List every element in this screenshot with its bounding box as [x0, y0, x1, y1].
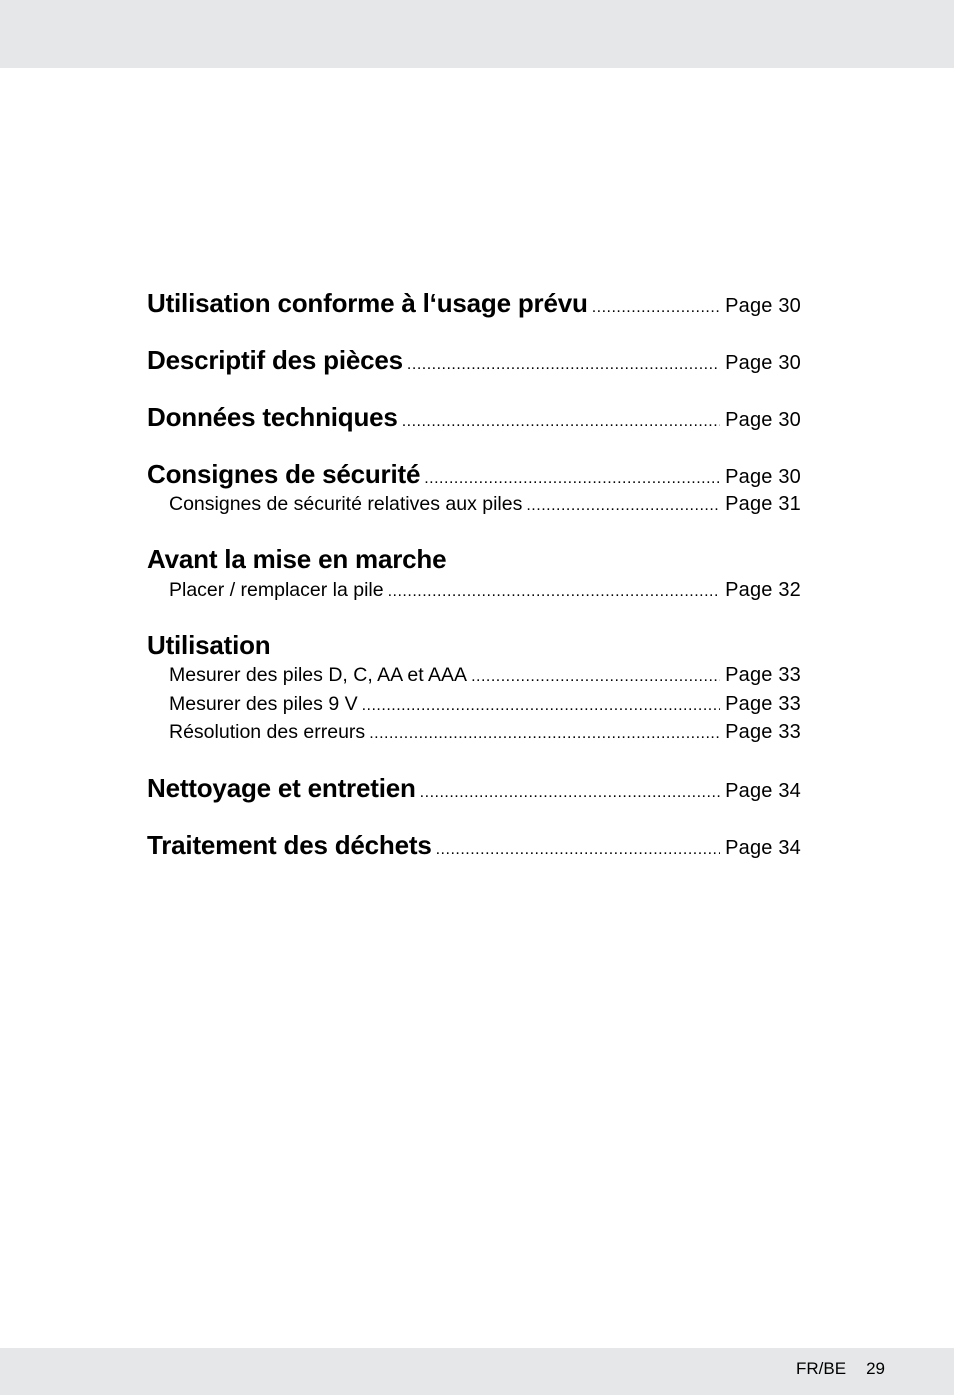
language-code: FR/BE: [796, 1359, 847, 1378]
toc-page-ref: Page 30: [725, 409, 801, 431]
dot-leader: [526, 497, 720, 515]
toc-entry-title: Nettoyage et entretien: [147, 773, 416, 803]
toc-entry-disposal[interactable]: [147, 830, 801, 861]
toc-entry-title: Mesurer des piles 9 V: [169, 693, 358, 715]
toc-page-ref: Page 34: [725, 780, 801, 802]
dot-leader: [369, 725, 720, 743]
page-number: 29: [866, 1359, 885, 1378]
toc-page-ref: Page 33: [725, 664, 801, 686]
toc-entry-title: Descriptif des pièces: [147, 345, 403, 375]
toc-page-ref: Page 30: [725, 295, 801, 317]
toc-entry-title: Consignes de sécurité: [147, 459, 421, 489]
dot-leader: [471, 668, 720, 686]
toc-entry-title: Utilisation conforme à l‘usage prévu: [147, 288, 588, 318]
toc-entry-use[interactable]: [147, 630, 801, 661]
dot-leader: [407, 356, 720, 374]
toc-entry-title: Consignes de sécurité relatives aux piles: [169, 493, 523, 515]
toc-entry-parts[interactable]: [147, 345, 801, 376]
toc-entry-usage[interactable]: [147, 288, 801, 319]
toc-subentry-replace-battery[interactable]: [169, 579, 801, 602]
toc-entry-title: Mesurer des piles D, C, AA et AAA: [169, 664, 468, 686]
toc-page-ref: Page 31: [725, 493, 801, 515]
toc-entry-before-use[interactable]: [147, 544, 801, 575]
toc-entry-title: Placer / remplacer la pile: [169, 579, 384, 601]
toc-entry-title: Avant la mise en marche: [147, 544, 447, 574]
toc-entry-title: Utilisation: [147, 630, 271, 660]
toc-subentry-troubleshooting[interactable]: [169, 721, 801, 744]
dot-leader: [436, 841, 720, 859]
toc-page-ref: Page 30: [725, 352, 801, 374]
toc-entry-title: Données techniques: [147, 402, 398, 432]
dot-leader: [388, 583, 720, 601]
toc-page-ref: Page 34: [725, 837, 801, 859]
dot-leader: [424, 470, 720, 488]
toc-page-ref: Page 32: [725, 579, 801, 601]
toc-subentry-battery-safety[interactable]: [169, 493, 801, 516]
dot-leader: [420, 784, 720, 802]
toc-subentry-measure-dc-aa-aaa[interactable]: [169, 664, 801, 687]
dot-leader: [592, 299, 720, 317]
page-footer: [796, 1359, 885, 1379]
toc-entry-technical-data[interactable]: [147, 402, 801, 433]
top-band: [0, 0, 954, 68]
dot-leader: [402, 413, 720, 431]
toc-page-ref: Page 30: [725, 466, 801, 488]
toc-entry-title: Traitement des déchets: [147, 830, 432, 860]
dot-leader: [362, 697, 720, 715]
toc-entry-safety[interactable]: [147, 459, 801, 490]
toc-page-ref: Page 33: [725, 721, 801, 743]
toc-entry-cleaning[interactable]: [147, 773, 801, 804]
toc-subentry-measure-9v[interactable]: [169, 693, 801, 716]
toc-page-ref: Page 33: [725, 693, 801, 715]
toc-entry-title: Résolution des erreurs: [169, 721, 366, 743]
